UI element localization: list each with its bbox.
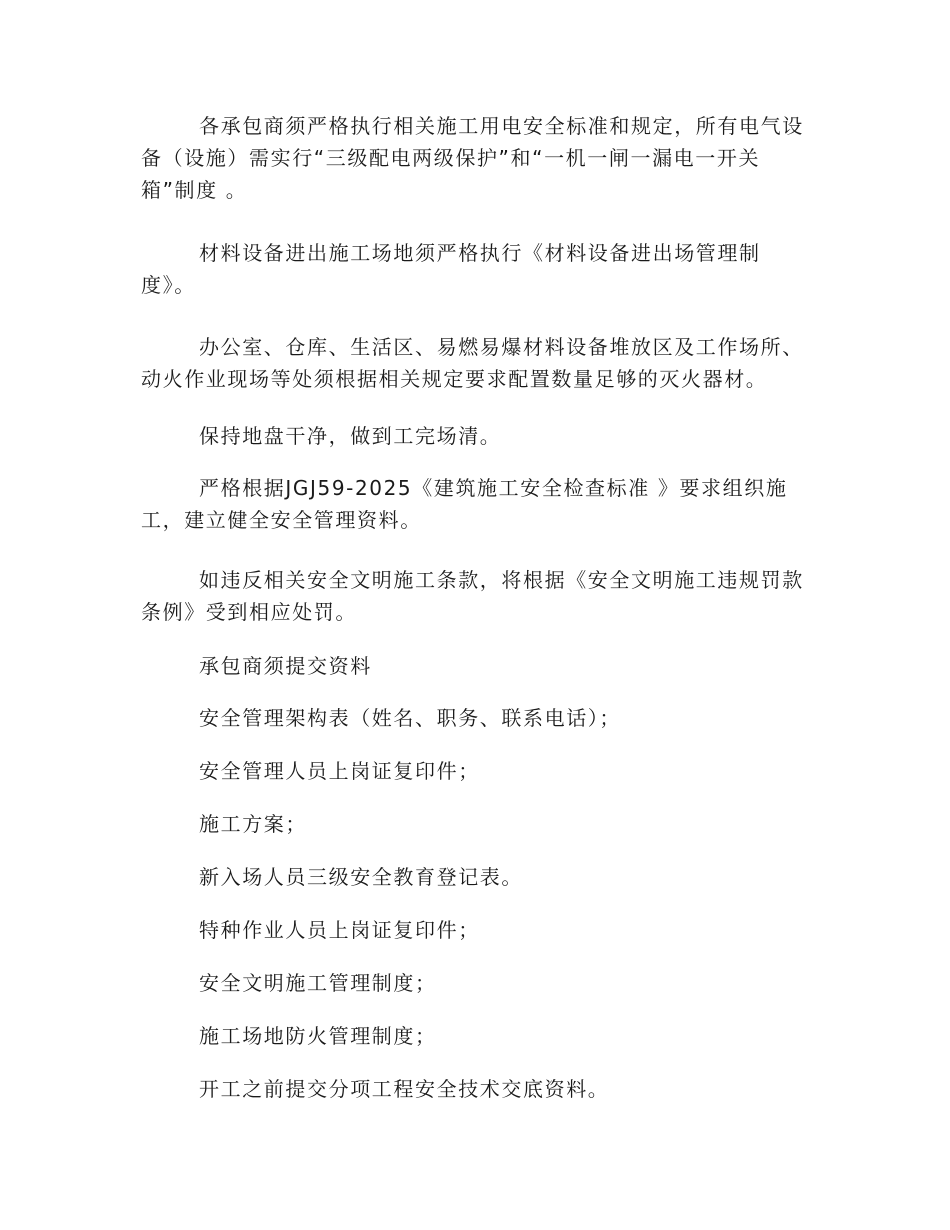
paragraph-electrical-safety: 各承包商须严格执行相关施工用电安全标准和规定，所有电气设备（设施）需实行“三级配电两级保护”和“一机一闸一漏电一开关箱”制度 。	[141, 114, 804, 202]
paragraph-penalty: 如违反相关安全文明施工条款，将根据《安全文明施工违规罚款条例》受到相应处罚。	[141, 568, 804, 624]
list-item-special-worker-certs: 特种作业人员上岗证复印件；	[199, 918, 480, 942]
paragraph-site-cleanliness: 保持地盘干净，做到工完场清。	[199, 424, 502, 448]
list-item-education-register: 新入场人员三级安全教育登记表。	[199, 865, 523, 889]
list-item-fire-management-rules: 施工场地防火管理制度；	[199, 1024, 437, 1048]
list-item-safety-staff-certs: 安全管理人员上岗证复印件；	[199, 759, 480, 783]
paragraph-inspection-standard: 严格根据JGJ59-2025《建筑施工安全检查标准 》要求组织施工，建立健全安全管理资料。	[141, 476, 788, 532]
list-item-org-chart: 安全管理架构表（姓名、职务、联系电话）；	[199, 706, 621, 730]
list-item-technical-briefing: 开工之前提交分项工程安全技术交底资料。	[199, 1077, 610, 1101]
paragraph-fire-equipment: 办公室、仓库、生活区、易燃易爆材料设备堆放区及工作场所、动火作业现场等处须根据相关规定要求配置数量足够的灭火器材。	[141, 335, 804, 391]
list-item-civilized-construction-rules: 安全文明施工管理制度；	[199, 971, 437, 995]
paragraph-submission-heading: 承包商须提交资料	[199, 654, 372, 678]
paragraph-material-entry: 材料设备进出施工场地须严格执行《材料设备进出场管理制度》。	[141, 241, 761, 297]
list-item-construction-plan: 施工方案；	[199, 812, 307, 836]
